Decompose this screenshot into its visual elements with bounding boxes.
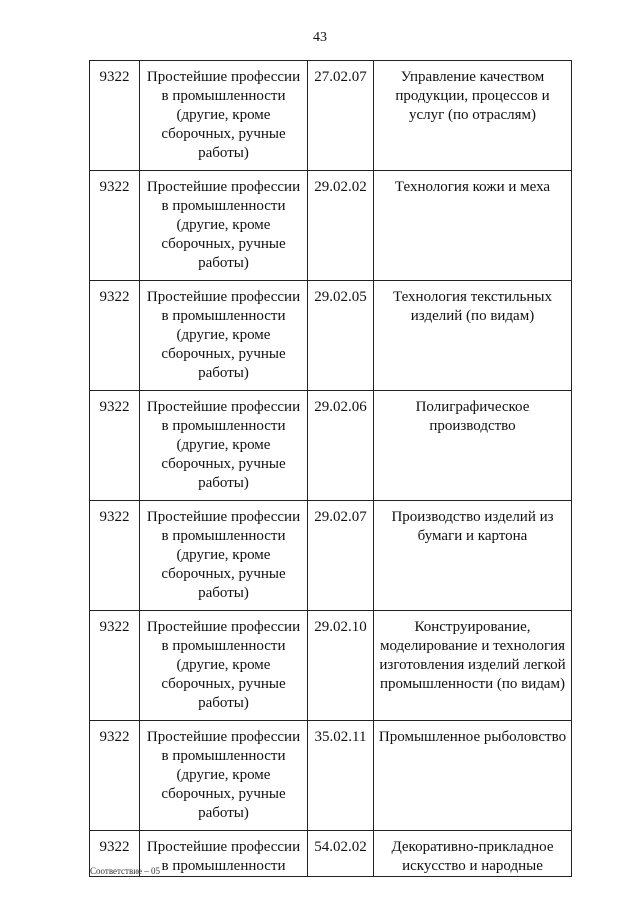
specialty-table	[89, 60, 572, 877]
occupation-code: 9322	[90, 611, 140, 721]
occupation-name: Простейшие профессии в промышленности	[140, 831, 308, 877]
specialty-name: Технология текстильных изделий (по видам)	[374, 281, 572, 391]
footer-note: Соответствие – 05	[90, 866, 161, 876]
occupation-name: Простейшие профессии в промышленности (другие, кроме сборочных, ручные работы)	[140, 611, 308, 721]
table-row	[90, 611, 572, 721]
table-row	[90, 831, 572, 877]
specialty-name: Управление качеством продукции, процессов и услуг (по отраслям)	[374, 61, 572, 171]
page-number: 43	[313, 30, 327, 45]
specialty-code: 29.02.07	[308, 501, 374, 611]
occupation-code: 9322	[90, 721, 140, 831]
occupation-code: 9322	[90, 281, 140, 391]
table-row	[90, 61, 572, 171]
occupation-name: Простейшие профессии в промышленности (другие, кроме сборочных, ручные работы)	[140, 171, 308, 281]
specialty-code: 29.02.02	[308, 171, 374, 281]
occupation-code: 9322	[90, 61, 140, 171]
specialty-name: Декоративно-прикладное искусство и народные	[374, 831, 572, 877]
occupation-code: 9322	[90, 171, 140, 281]
table-row	[90, 391, 572, 501]
specialty-code: 54.02.02	[308, 831, 374, 877]
occupation-code: 9322	[90, 831, 140, 877]
table-row	[90, 171, 572, 281]
specialty-code: 27.02.07	[308, 61, 374, 171]
specialty-code: 29.02.06	[308, 391, 374, 501]
occupation-code: 9322	[90, 391, 140, 501]
occupation-name: Простейшие профессии в промышленности (другие, кроме сборочных, ручные работы)	[140, 721, 308, 831]
specialty-name: Полиграфическое производство	[374, 391, 572, 501]
specialty-code: 29.02.05	[308, 281, 374, 391]
table-row	[90, 281, 572, 391]
specialty-name: Технология кожи и меха	[374, 171, 572, 281]
specialty-code: 29.02.10	[308, 611, 374, 721]
occupation-name: Простейшие профессии в промышленности (другие, кроме сборочных, ручные работы)	[140, 281, 308, 391]
table-row	[90, 501, 572, 611]
occupation-code: 9322	[90, 501, 140, 611]
occupation-name: Простейшие профессии в промышленности (другие, кроме сборочных, ручные работы)	[140, 61, 308, 171]
specialty-name: Производство изделий из бумаги и картона	[374, 501, 572, 611]
table-row	[90, 721, 572, 831]
specialty-name: Конструирование, моделирование и технология изготовления изделий легкой промышленности (по видам)	[374, 611, 572, 721]
specialty-code: 35.02.11	[308, 721, 374, 831]
occupation-name: Простейшие профессии в промышленности (другие, кроме сборочных, ручные работы)	[140, 501, 308, 611]
specialty-name: Промышленное рыболовство	[374, 721, 572, 831]
occupation-name: Простейшие профессии в промышленности (другие, кроме сборочных, ручные работы)	[140, 391, 308, 501]
